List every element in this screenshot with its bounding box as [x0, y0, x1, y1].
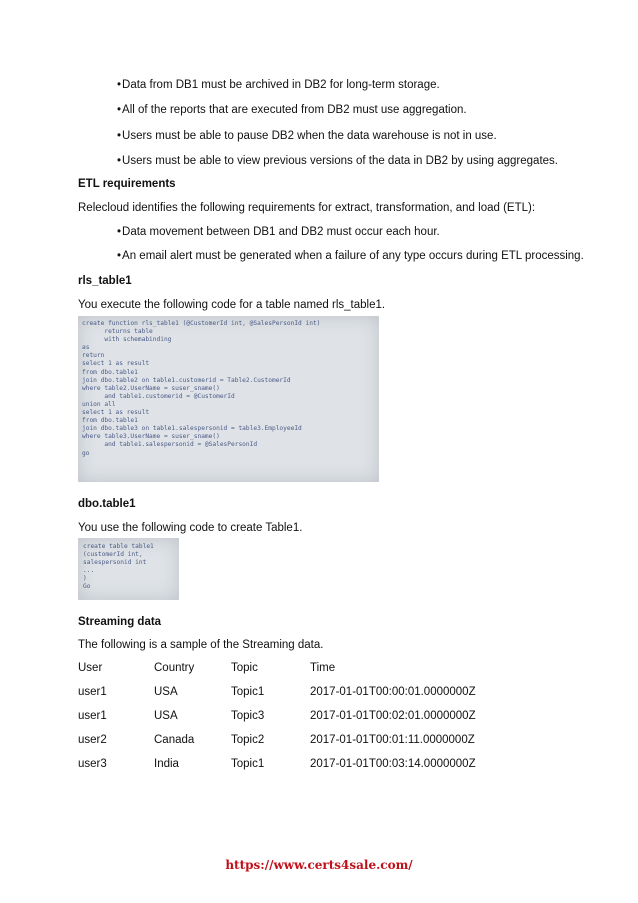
rls-code [82, 320, 379, 458]
bullet-email-alert: • An email alert must be generated when a failure of any type occurs during ETL processing. [117, 249, 584, 263]
footer-url-link[interactable]: https://www.certs4sale.com/ [225, 858, 413, 872]
rls-code-image [78, 316, 379, 482]
code-line: union all [82, 400, 116, 408]
table-cell: Topic1 [231, 758, 265, 770]
bullet-data-movement: • Data movement between DB1 and DB2 must occur each hour. [117, 225, 440, 239]
code-line: and table1.salespersonid = @SalesPersonId [82, 441, 258, 449]
table-cell: USA [154, 686, 178, 698]
table-cell: user2 [78, 734, 107, 746]
table-cell: 2017-01-01T00:02:01.0000000Z [310, 710, 476, 722]
dbo-code-image [78, 538, 179, 600]
code-line: returns table [82, 328, 153, 336]
code-line: create function rls_table1 (@CustomerId int, @SalesPersonId int) [82, 320, 321, 327]
code-line: ... [83, 567, 95, 575]
etl-heading: ETL requirements [78, 178, 176, 190]
code-line: select 1 as result [82, 360, 150, 368]
table-cell: Canada [154, 734, 195, 746]
code-line: from dbo.table1 [82, 368, 138, 376]
rls-heading: rls_table1 [78, 275, 132, 287]
table-cell: user1 [78, 686, 107, 698]
bullet-pause: • Users must be able to pause DB2 when the data warehouse is not in use. [117, 129, 497, 143]
code-line: join dbo.table3 on table1.salespersonid = table3.EmployeeId [82, 425, 302, 433]
column-header: Country [154, 662, 195, 674]
code-line: from dbo.table1 [82, 417, 138, 425]
table-cell: 2017-01-01T00:00:01.0000000Z [310, 686, 476, 698]
column-header: Time [310, 662, 336, 674]
code-line: ) [83, 575, 87, 583]
bullet-archive: • Data from DB1 must be archived in DB2 for long-term storage. [117, 78, 440, 92]
code-line: where table3.UserName = suser_sname() [82, 433, 220, 441]
code-line: create table table1 [83, 543, 154, 550]
dbo-intro: You use the following code to create Table1. [78, 522, 303, 534]
code-line: salespersonid int [83, 559, 147, 567]
code-line: with schemabinding [82, 336, 172, 344]
table-cell: 2017-01-01T00:01:11.0000000Z [310, 734, 475, 746]
dbo-code [83, 543, 179, 592]
bullet-versions: • Users must be able to view previous versions of the data in DB2 by using aggregates. [117, 154, 558, 168]
code-line: and table1.customerid = @CustomerId [82, 392, 235, 400]
etl-intro: Relecloud identifies the following requirements for extract, transformation, and load (ETL): [78, 202, 536, 214]
column-header: User [78, 662, 103, 674]
code-line: return [82, 352, 105, 360]
code-line: select 1 as result [82, 409, 150, 417]
column-header: Topic [231, 662, 258, 674]
table-cell: 2017-01-01T00:03:14.0000000Z [310, 758, 476, 770]
table-cell: user3 [78, 758, 107, 770]
table-cell: Topic3 [231, 710, 265, 722]
code-line: (customerId int, [83, 551, 143, 559]
code-line: as [82, 344, 90, 352]
code-line: go [82, 449, 90, 457]
table-cell: user1 [78, 710, 107, 722]
table-cell: Topic2 [231, 734, 265, 746]
streaming-heading: Streaming data [78, 616, 162, 628]
rls-intro: You execute the following code for a table named rls_table1. [78, 299, 386, 311]
table-cell: Topic1 [231, 686, 265, 698]
code-line: join dbo.table2 on table1.customerid = Table2.CustomerId [82, 376, 291, 384]
table-cell: USA [154, 710, 178, 722]
table-cell: India [154, 758, 179, 770]
streaming-intro: The following is a sample of the Streaming data. [78, 639, 324, 651]
code-line: Go [83, 583, 91, 591]
dbo-heading: dbo.table1 [78, 498, 136, 510]
bullet-aggregation: • All of the reports that are executed from DB2 must use aggregation. [117, 103, 467, 117]
code-line: where table2.UserName = suser_sname() [82, 384, 220, 392]
